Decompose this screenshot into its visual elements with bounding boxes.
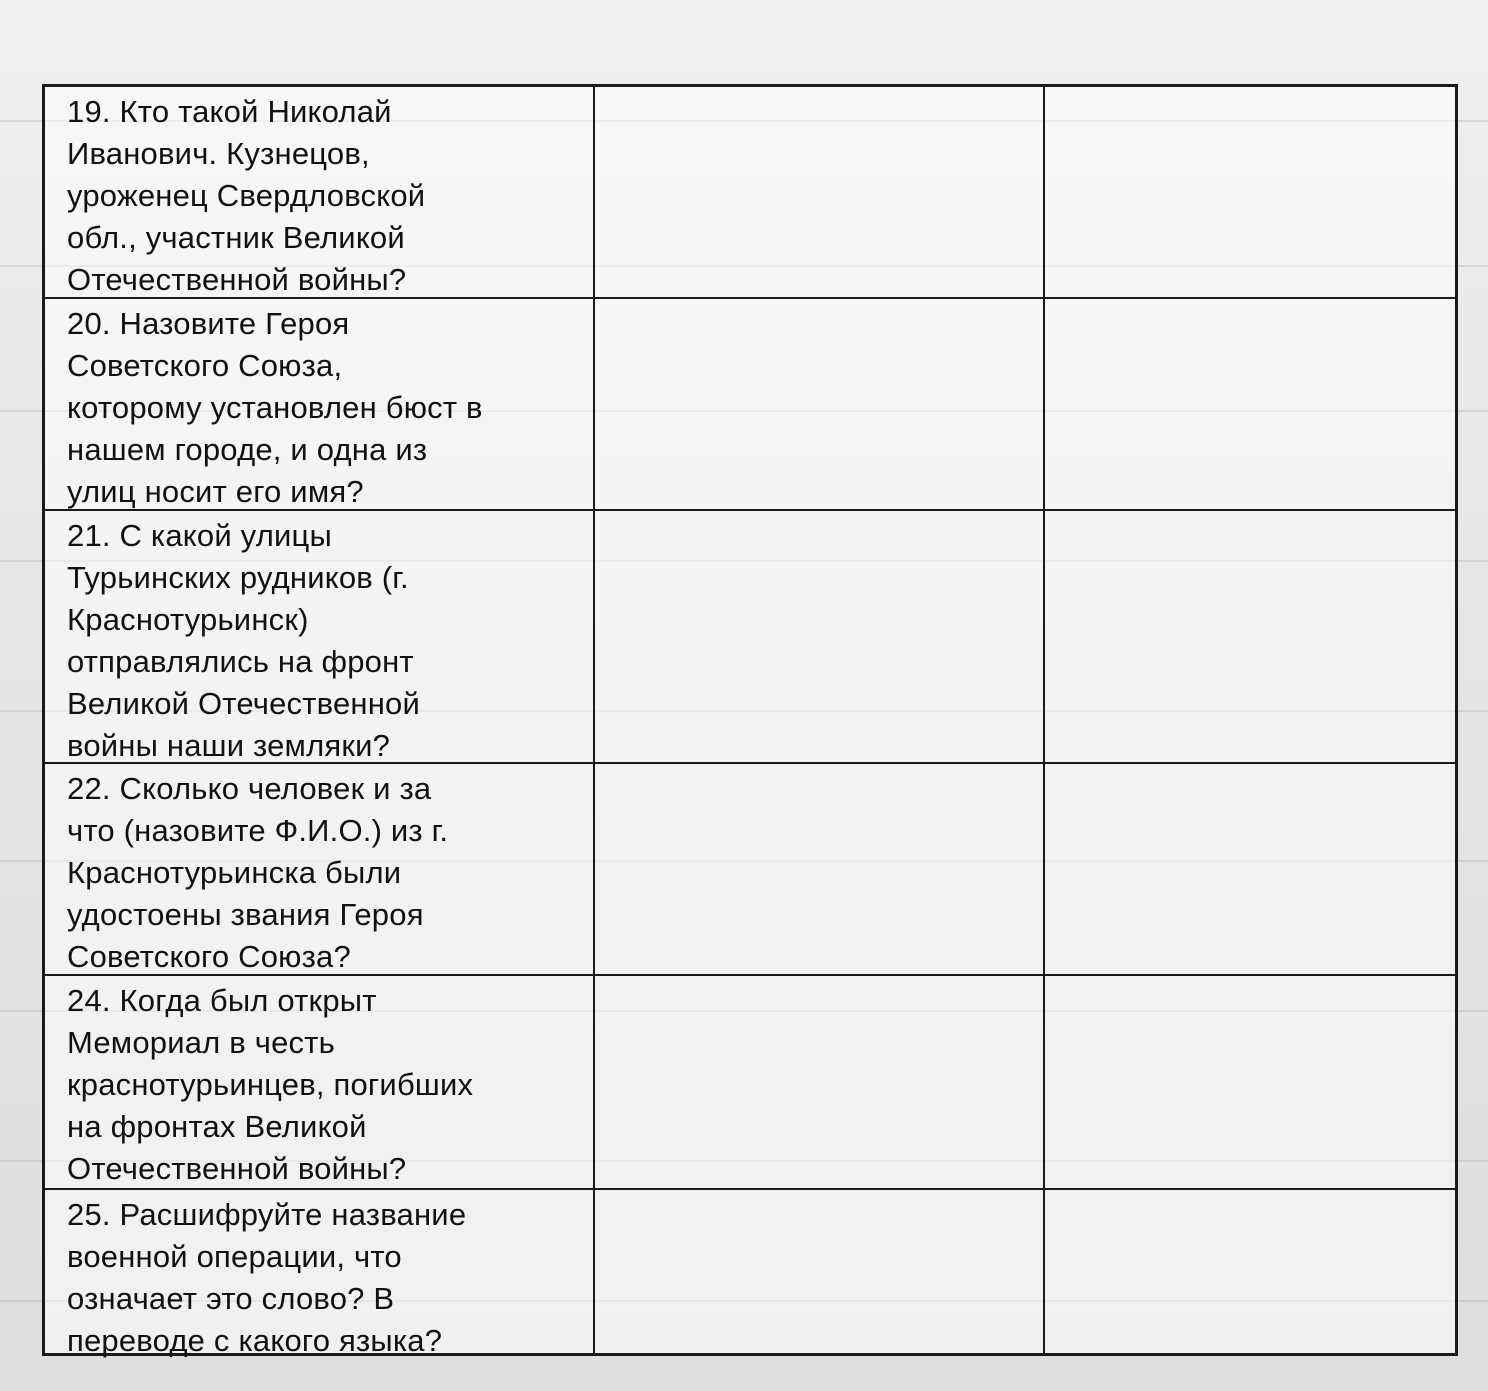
question-cell	[45, 299, 595, 509]
question-cell	[45, 764, 595, 974]
question-cell	[45, 511, 595, 762]
notes-cell[interactable]	[1045, 87, 1455, 297]
question-cell	[45, 976, 595, 1188]
table-row	[45, 87, 1455, 299]
question-text: 20. Назовите Героя Советского Союза, которому установлен бюст в нашем городе, и одна из улиц носит его имя?	[67, 306, 483, 509]
notes-cell[interactable]	[1045, 764, 1455, 974]
question-cell	[45, 87, 595, 297]
notes-cell[interactable]	[1045, 299, 1455, 509]
table-row	[45, 511, 1455, 764]
question-text: 19. Кто такой Николай Иванович. Кузнецов, уроженец Свердловской обл., участник Великой Отечественной войны?	[67, 94, 426, 297]
questions-table	[42, 84, 1458, 1356]
question-text: 25. Расшифруйте название военной операции, что означает это слово? В переводе с какого языка?	[67, 1197, 467, 1358]
answer-cell[interactable]	[595, 1190, 1045, 1353]
table-row	[45, 764, 1455, 976]
answer-cell[interactable]	[595, 87, 1045, 297]
answer-cell[interactable]	[595, 299, 1045, 509]
notes-cell[interactable]	[1045, 1190, 1455, 1353]
table-row	[45, 976, 1455, 1190]
table-row	[45, 299, 1455, 511]
table-row	[45, 1190, 1455, 1358]
answer-cell[interactable]	[595, 764, 1045, 974]
question-text: 22. Сколько человек и за что (назовите Ф.И.О.) из г. Краснотурьинска были удостоены звания Героя Советского Союза?	[67, 771, 449, 974]
question-text: 24. Когда был открыт Мемориал в честь краснотурьинцев, погибших на фронтах Великой Отечественной войны?	[67, 983, 474, 1186]
question-cell	[45, 1190, 595, 1358]
notes-cell[interactable]	[1045, 976, 1455, 1188]
answer-cell[interactable]	[595, 976, 1045, 1188]
question-text: 21. С какой улицы Турьинских рудников (г. Краснотурьинск) отправлялись на фронт Великой Отечественной войны наши земляки?	[67, 518, 420, 763]
notes-cell[interactable]	[1045, 511, 1455, 762]
answer-cell[interactable]	[595, 511, 1045, 762]
